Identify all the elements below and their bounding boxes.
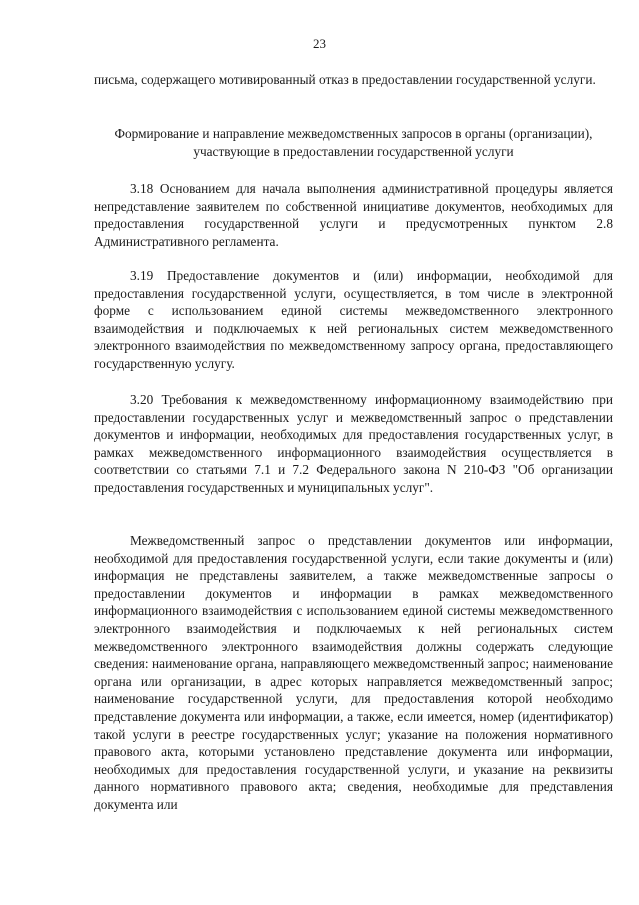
paragraph-3-19: 3.19 Предоставление документов и (или) информации, необходимой для предоставления государственной услуги, осуществляется, в том числе в электронной форме с использованием единой системы межведомственного электронного взаимодействия и подключаемых к ней региональных систем межведомственного электронного взаимодействия по межведомственному запросу органа, предоставляющего государственную услугу. [94, 268, 613, 371]
paragraph-3-20: 3.20 Требования к межведомственному информационному взаимодействию при предоставлении государственных услуг и межведомственный запрос о представлении документов и информации, необходимых для предоставления государственных услуг, в рамках межведомственного информационного взаимодействия осуществляется в соответствии со статьями 7.1 и 7.2 Федерального закона N 210-ФЗ "Об организации предоставления государственных и муниципальных услуг". [94, 392, 613, 495]
continuation-text: письма, содержащего мотивированный отказ в предоставлении государственной услуги. [94, 72, 596, 87]
page-number: 23 [313, 36, 326, 51]
paragraph-interagency-request: Межведомственный запрос о представлении документов или информации, необходимой для предоставления государственной услуги, если такие документы и (или) информация не представлены заявителем, а также межведомственные запросы о предоставлении документов и информации в рамках межведомственного информационного взаимодействия с использованием единой системы межведомственного электронного взаимодействия и подключаемых к ней региональных систем межведомственного электронного взаимодействия должны содержать следующие сведения: наименование органа, направляющего межведомственный запрос; наименование органа или организации, в адрес которых направляется межведомственный запрос; наименование государственной услуги, для предоставления которой необходимо представление документа или информации, а также, если имеется, номер (идентификатор) такой услуги в реестре государственных услуг; указание на положения нормативного правового акта, которыми установлено представление документа или информации, необходимых для предоставления государственной услуги, и указание на реквизиты данного нормативного правового акта; сведения, необходимые для представления документа или [94, 533, 613, 812]
paragraph-3-18: 3.18 Основанием для начала выполнения административной процедуры является непредставление заявителем по собственной инициативе документов, необходимых для предоставления государственной услуги и предусмотренных пунктом 2.8 Административного регламента. [94, 181, 613, 249]
section-heading: Формирование и направление межведомственных запросов в органы (организации), участвующие в предоставлении государственной услуги [114, 126, 593, 159]
